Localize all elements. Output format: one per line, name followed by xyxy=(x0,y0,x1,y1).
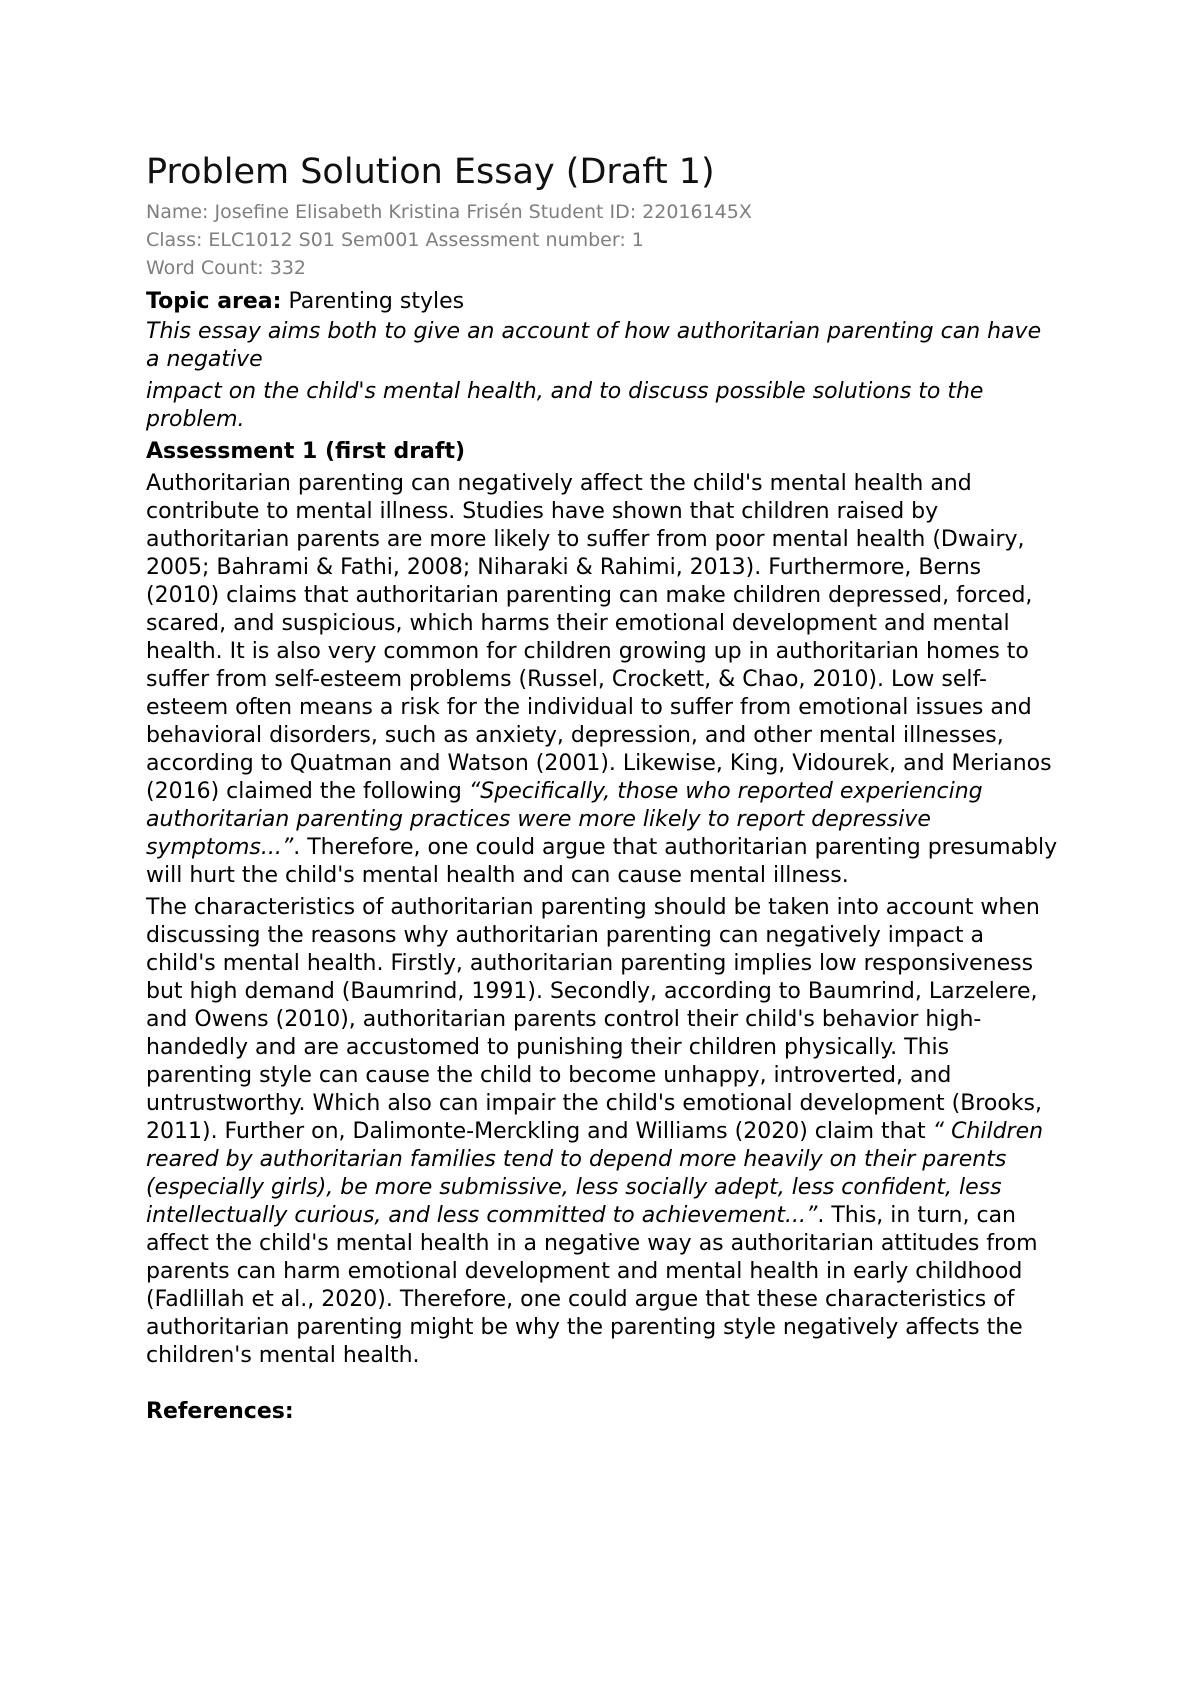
topic-area-label: Topic area: xyxy=(146,289,282,314)
paragraph-1-text-a: Authoritarian parenting can negatively affect the child's mental health and contribute to mental illness. Studies have shown that children raised by authoritarian parents are more likely to suffer from poor mental health (Dwairy, 2005; Bahrami & Fathi, 2008; Niharaki & Rahimi, 2013). Furthermore, Berns (2010) claims that authoritarian parenting can make children depressed, forced, scared, and suspicious, which harms their emotional development and mental health. It is also very common for children growing up in authoritarian homes to suffer from self-esteem problems (Russel, Crockett, & Chao, 2010). Low self-esteem often means a risk for the individual to suffer from emotional issues and behavioral disorders, such as anxiety, depression, and other mental illnesses, according to Quatman and Watson (2001). Likewise, King, Vidourek, and Merianos (2016) claimed the following xyxy=(146,471,1052,804)
references-heading: References: xyxy=(146,1399,294,1424)
paragraph-2 xyxy=(146,894,1060,1370)
document-title: Problem Solution Essay (Draft 1) xyxy=(146,152,715,192)
class-line: Class: ELC1012 S01 Sem001 Assessment number: 1 xyxy=(146,229,644,251)
topic-area-line xyxy=(146,288,1060,316)
topic-area-value: Parenting styles xyxy=(281,289,465,314)
paragraph-2-text-b: . This, in turn, can affect the child's mental health in a negative way as authoritarian attitudes from parents can harm emotional development and mental health in early childhood (Fadlillah et al., 2020). Therefore, one could argue that these characteristics of authoritarian parenting might be why the parenting style negatively affects the children's mental health. xyxy=(146,1203,1038,1368)
paragraph-1-text-b: . Therefore, one could argue that authoritarian parenting presumably will hurt the child's mental health and can cause mental illness. xyxy=(146,835,1058,888)
paragraph-2-text-a: The characteristics of authoritarian parenting should be taken into account when discussing the reasons why authoritarian parenting can negatively impact a child's mental health. Firstly, authoritarian parenting implies low responsiveness but high demand (Baumrind, 1991). Secondly, according to Baumrind, Larzelere, and Owens (2010), authoritarian parents control their child's behavior high-handedly and are accustomed to punishing their children physically. This parenting style can cause the child to become unhappy, introverted, and untrustworthy. Which also can impair the child's emotional development (Brooks, 2011). Further on, Dalimonte-Merckling and Williams (2020) claim that xyxy=(146,895,1042,1144)
essay-aim-line-2: impact on the child's mental health, and to discuss possible solutions to the problem. xyxy=(146,379,984,432)
paragraph-1 xyxy=(146,470,1060,890)
section-heading: Assessment 1 (first draft) xyxy=(146,439,466,464)
student-name-line: Name: Josefine Elisabeth Kristina Frisén Student ID: 22016145X xyxy=(146,201,752,223)
essay-aim-line-1: This essay aims both to give an account of how authoritarian parenting can have a negative xyxy=(146,319,1042,372)
paragraph-2-quote: “ Children reared by authoritarian families tend to depend more heavily on their parents (especially girls), be more submissive, less socially adept, less confident, less intellectually curious, and less committed to achievement...” xyxy=(146,1119,1044,1228)
word-count-line: Word Count: 332 xyxy=(146,257,307,279)
paragraph-1-quote: “Specifically, those who reported experiencing authoritarian parenting practices were more likely to report depressive symptoms...” xyxy=(146,779,983,860)
